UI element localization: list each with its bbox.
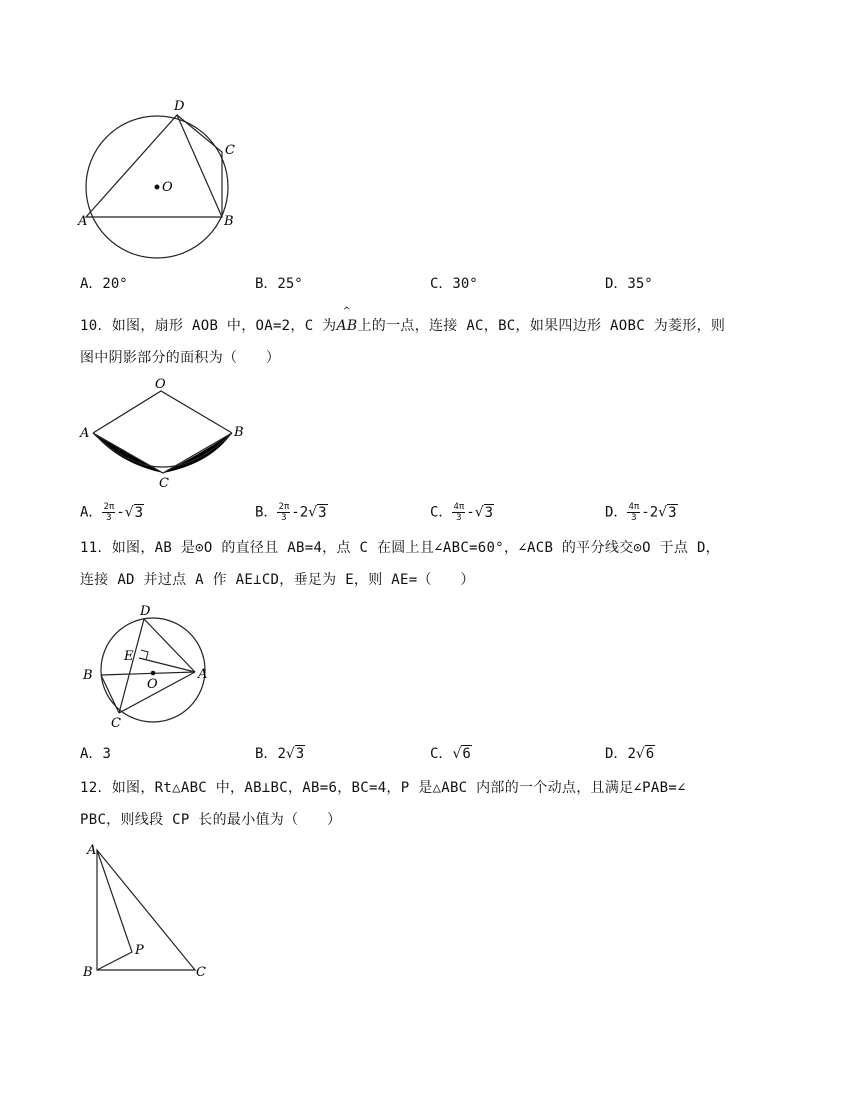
q10-option-c-fraction <box>452 502 465 523</box>
q10-option-c-radical: √ <box>474 504 484 521</box>
q12-triangle-abc <box>97 850 195 970</box>
q10-option-c <box>430 502 494 523</box>
q11-label-d: D <box>140 604 151 619</box>
q11-option-d-radicand: 6 <box>645 746 655 762</box>
q11-diameter-ab <box>101 672 195 675</box>
q11-segment-cd <box>119 619 144 713</box>
q9-label-d: D <box>174 99 185 114</box>
q10-option-a <box>80 502 144 523</box>
q10-option-a-minus: - <box>116 504 125 521</box>
q10-option-c-radicand: 3 <box>484 504 494 521</box>
q9-triangle-abd <box>86 115 222 217</box>
q10-option-c-letter: C． <box>430 504 453 521</box>
q11-stem-line1: 11．如图，AB 是⊙O 的直径且 AB=4，点 C 在圆上且∠ABC=60°，∠ACB 的平分线交⊙O 于点 D， <box>80 540 720 556</box>
q10-option-b-fraction <box>277 502 290 523</box>
q12-stem-line1: 12．如图，Rt△ABC 中，AB⊥BC，AB=6，BC=4，P 是△ABC 内部的一个动点，且满足∠PAB=∠ <box>80 780 686 796</box>
q10-option-d-num: 4π <box>628 502 640 512</box>
q10-arc <box>93 433 232 467</box>
q11-segment-bc <box>101 675 119 713</box>
q9-label-o: O <box>162 180 173 195</box>
q12-label-c: C <box>196 965 206 980</box>
q10-option-a-fraction <box>102 502 115 523</box>
q10-option-a-radicand: 3 <box>134 504 144 521</box>
q11-option-b-radical: √ <box>285 746 295 762</box>
q11-label-o: O <box>147 677 158 692</box>
q10-option-d-minus: - <box>641 504 650 521</box>
q11-option-b-radicand: 3 <box>295 746 305 762</box>
q10-option-b-minus: - <box>291 504 300 521</box>
q11-option-b <box>255 744 305 764</box>
q10-option-d <box>605 502 678 523</box>
q10-option-a-num: 2π <box>103 502 115 512</box>
q10-radii <box>93 391 232 433</box>
q11-option-c-radical: √ <box>452 746 462 762</box>
q11-option-a-letter: A． <box>80 746 103 762</box>
q12-label-b: B <box>83 965 93 980</box>
q12-figure <box>75 838 225 983</box>
q11-label-c: C <box>111 716 121 731</box>
q10-option-b-letter: B． <box>255 504 278 521</box>
q11-stem-line2: 连接 AD 并过点 A 作 AE⊥CD，垂足为 E，则 AE=（ ） <box>80 572 475 588</box>
q10-label-b: B <box>234 425 244 440</box>
q10-option-d-den: 3 <box>631 513 637 523</box>
q10-option-c-den: 3 <box>456 513 462 523</box>
q9-option-b: B．25° <box>255 276 303 292</box>
q11-option-b-letter: B． <box>255 746 278 762</box>
q10-arc-ab <box>336 306 358 336</box>
q9-option-a: A．20° <box>80 276 128 292</box>
q11-option-a <box>80 744 111 764</box>
q10-stem-part2: 上的一点，连接 AC，BC，如果四边形 AOBC 为菱形，则 <box>357 318 726 334</box>
q9-figure <box>70 95 250 265</box>
q9-option-d: D．35° <box>605 276 653 292</box>
q9-center-dot <box>155 185 160 190</box>
q9-option-c: C．30° <box>430 276 478 292</box>
q10-stem-part1: 10．如图，扇形 AOB 中，OA=2，C 为 <box>80 318 337 334</box>
q10-option-a-letter: A． <box>80 504 103 521</box>
q10-option-c-num: 4π <box>453 502 465 512</box>
q11-option-a-value: 3 <box>102 746 111 762</box>
q9-label-a: A <box>78 214 88 229</box>
q10-option-a-radical: √ <box>124 504 134 521</box>
q10-option-d-fraction <box>627 502 640 523</box>
q11-label-a: A <box>198 667 208 682</box>
q12-segments-ap-pb <box>97 850 132 970</box>
q9-label-b: B <box>224 214 234 229</box>
q11-option-d-letter: D． <box>605 746 628 762</box>
q11-center-dot <box>151 671 156 676</box>
q10-option-b-den: 3 <box>281 513 287 523</box>
q9-label-c: C <box>225 143 235 158</box>
q10-option-d-radical: √ <box>658 504 668 521</box>
q10-option-d-letter: D． <box>605 504 628 521</box>
q10-arc-label: AB <box>336 318 358 334</box>
q10-stem-line2: 图中阴影部分的面积为（ ） <box>80 350 281 366</box>
q11-label-e: E <box>124 649 134 664</box>
q12-label-p: P <box>135 943 144 958</box>
q12-stem-line2: PBC，则线段 CP 长的最小值为（ ） <box>80 812 342 828</box>
q10-option-c-minus: - <box>466 504 475 521</box>
q11-option-b-coef: 2 <box>277 746 286 762</box>
q10-arc-hat: ^ <box>342 306 352 317</box>
q10-option-d-radicand: 3 <box>668 504 677 521</box>
q11-option-d-radical: √ <box>635 746 645 762</box>
q11-option-c-letter: C． <box>430 746 453 762</box>
q10-figure <box>75 376 255 491</box>
q11-option-c-radicand: 6 <box>462 746 471 762</box>
q11-label-b: B <box>83 668 93 683</box>
q11-option-d-coef: 2 <box>627 746 636 762</box>
q10-label-c: C <box>159 476 169 491</box>
q11-option-d <box>605 744 655 764</box>
q10-label-o: O <box>155 377 166 392</box>
q10-option-b-num: 2π <box>278 502 290 512</box>
q10-option-d-coef: 2 <box>649 504 659 521</box>
q12-label-a: A <box>87 843 97 858</box>
q11-option-c <box>430 744 472 764</box>
q10-option-b-radical: √ <box>308 504 318 521</box>
q11-figure <box>75 600 225 735</box>
q10-label-a: A <box>80 426 90 441</box>
q11-segment-da <box>144 619 195 672</box>
q10-option-a-den: 3 <box>106 513 112 523</box>
q10-stem-line1 <box>80 306 726 336</box>
q10-option-b <box>255 502 328 523</box>
q10-option-b-radicand: 3 <box>318 504 327 521</box>
q11-segment-ae <box>139 658 195 672</box>
q10-option-b-coef: 2 <box>299 504 309 521</box>
